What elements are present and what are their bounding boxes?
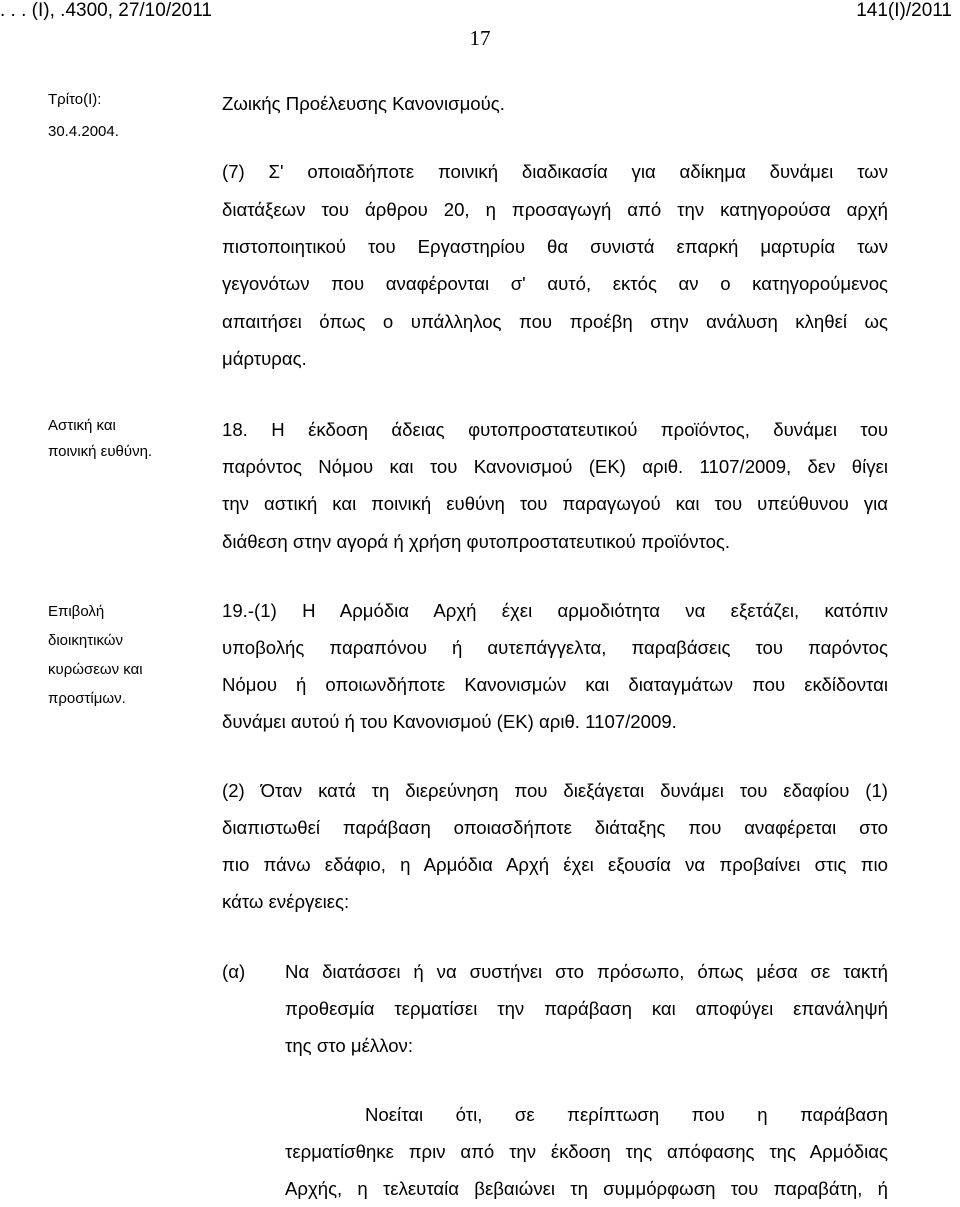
section19-2-line: διαπιστωθεί παράβαση οποιασδήποτε διάταξης που αναφέρεται στο (222, 817, 888, 838)
margin-note-line: διοικητικών (48, 632, 123, 649)
intro-line: Ζωικής Προέλευσης Κανονισμούς. (222, 93, 505, 114)
item-a-label: (α) (222, 961, 246, 982)
page-number: 17 (469, 26, 491, 50)
margin-note-line: Τρίτο(Ι): (48, 91, 102, 108)
para7-line: (7) Σ' οποιαδήποτε ποινική διαδικασία για αδίκημα δυνάμει των (222, 161, 888, 182)
section19-1-line: Νόμου ή οποιωνδήποτε Κανονισμών και διαταγμάτων που εκδίδονται (222, 674, 888, 695)
margin-note-civil-criminal-liability (48, 413, 198, 465)
section18-line: παρόντος Νόμου και του Κανονισμού (ΕΚ) αριθ. 1107/2009, δεν θίγει (222, 456, 888, 477)
proviso-line: τερματίσθηκε πριν από την έκδοση της απόφασης της Αρμόδιας (285, 1141, 888, 1162)
margin-note-line: ποινική ευθύνη. (48, 443, 153, 460)
para7-line: μάρτυρας. (222, 348, 307, 369)
proviso-line: Νοείται ότι, σε περίπτωση που η παράβαση (365, 1104, 888, 1125)
item-a-line: Να διατάσσει ή να συστήνει στο πρόσωπο, όπως μέσα σε τακτή (285, 961, 888, 982)
section19-2-line: κάτω ενέργειες: (222, 891, 350, 912)
section19-2-line: (2) Όταν κατά τη διερεύνηση που διεξάγεται δυνάμει του εδαφίου (1) (222, 780, 888, 801)
margin-note-line: κυρώσεων και (48, 661, 143, 678)
margin-note-line: προστίμων. (48, 690, 126, 707)
para7-line: πιστοποιητικού του Εργαστηρίου θα συνιστά επαρκή μαρτυρία των (222, 236, 888, 257)
para7-line: απαιτήσει όπως ο υπάλληλος που προέβη στην ανάλυση κληθεί ως (222, 311, 888, 332)
header-law-number: 141(Ι)/2011 (856, 0, 952, 21)
section19-1-line: υποβολής παραπόνου ή αυτεπάγγελτα, παραβάσεις του παρόντος (222, 637, 888, 658)
section19-1-line: δυνάμει αυτού ή του Κανονισμού (ΕΚ) αριθ. 1107/2009. (222, 711, 677, 732)
margin-note-administrative-sanctions (48, 597, 198, 713)
margin-note-line: 30.4.2004. (48, 123, 119, 140)
section18-line: 18. Η έκδοση άδειας φυτοπροστατευτικού προϊόντος, δυνάμει του (222, 419, 888, 440)
section18-line: διάθεση στην αγορά ή χρήση φυτοπροστατευτικού προϊόντος. (222, 531, 731, 552)
para7-line: διατάξεων του άρθρου 20, η προσαγωγή από την κατηγορούσα αρχή (222, 199, 888, 220)
header-gazette-reference: . . . (Ι), .4300, 27/10/2011 (0, 0, 212, 21)
section19-2-line: πιο πάνω εδάφιο, η Αρμόδια Αρχή έχει εξουσία να προβαίνει στις πιο (222, 854, 888, 875)
proviso-line: Αρχής, η τελευταία βεβαιώνει τη συμμόρφωση του παραβάτη, ή (285, 1178, 888, 1199)
item-a-line: της στο μέλλον: (285, 1035, 413, 1056)
item-a-line: προθεσμία τερματίσει την παράβαση και αποφύγει επανάληψή (285, 998, 888, 1019)
section18-line: την αστική και ποινική ευθύνη του παραγωγού και του υπεύθυνου για (222, 493, 888, 514)
margin-note-line: Επιβολή (48, 603, 105, 620)
margin-note-line: Αστική και (48, 417, 116, 434)
margin-note-regulation-reference (48, 84, 198, 148)
para7-line: γεγονότων που αναφέρονται σ' αυτό, εκτός αν ο κατηγορούμενος (222, 273, 888, 294)
section19-1-line: 19.-(1) Η Αρμόδια Αρχή έχει αρμοδιότητα να εξετάζει, κατόπιν (222, 600, 888, 621)
